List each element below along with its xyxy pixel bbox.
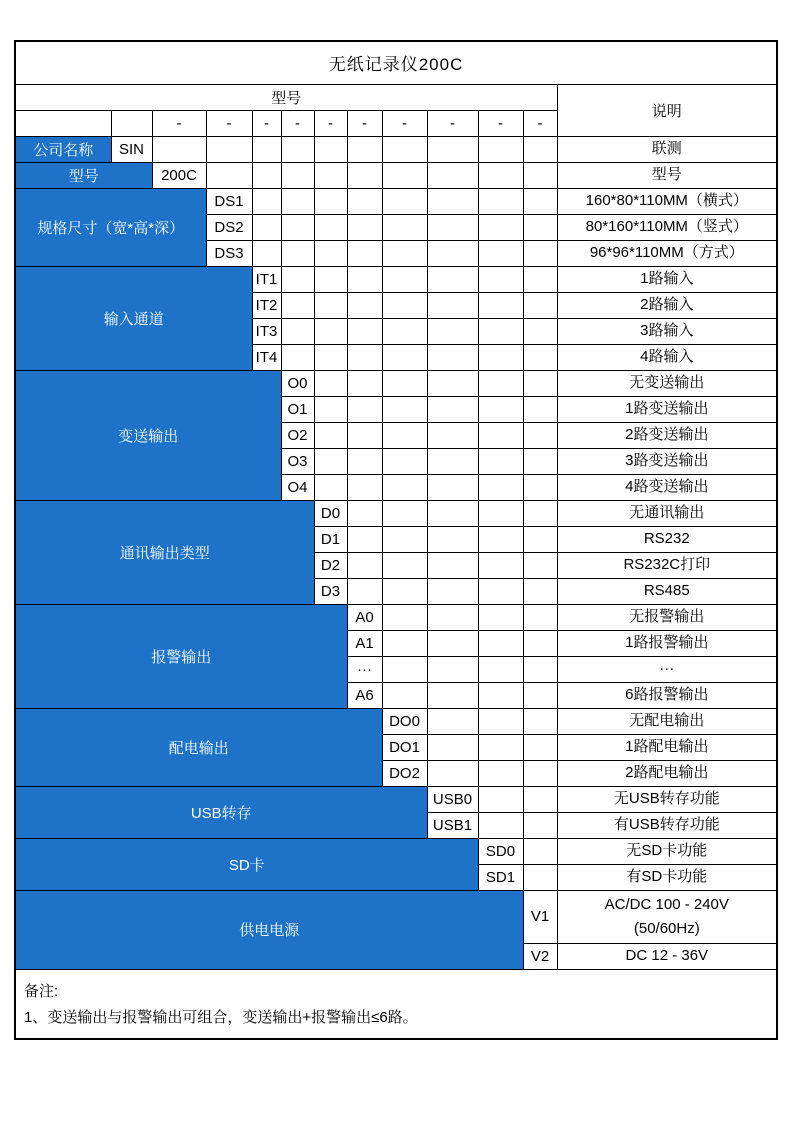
empty-cell (314, 162, 347, 188)
code-cell: USB1 (427, 812, 478, 838)
description-cell (557, 188, 777, 214)
empty-cell (427, 500, 478, 526)
empty-cell (427, 630, 478, 656)
empty-cell (427, 292, 478, 318)
empty-cell (478, 734, 523, 760)
empty-cell (347, 136, 382, 162)
empty-cell (523, 474, 557, 500)
separator-cell: - (206, 110, 252, 136)
empty-cell (478, 708, 523, 734)
empty-cell (314, 292, 347, 318)
note-cell (15, 969, 777, 1039)
code-cell: D1 (314, 526, 347, 552)
empty-cell (523, 526, 557, 552)
empty-cell (427, 734, 478, 760)
code-cell: SD0 (478, 838, 523, 864)
empty-cell (427, 604, 478, 630)
description-cell (557, 136, 777, 162)
description-header: 说明 (557, 84, 777, 136)
empty-cell (427, 760, 478, 786)
empty-cell (523, 708, 557, 734)
description-cell (557, 682, 777, 708)
description-text: DC 12 - 36V (625, 947, 709, 964)
code-cell: D2 (314, 552, 347, 578)
description-cell (557, 448, 777, 474)
section-label-cell: 配电输出 (15, 708, 382, 786)
empty-cell (478, 396, 523, 422)
empty-cell (347, 344, 382, 370)
empty-cell (382, 448, 427, 474)
empty-cell (427, 344, 478, 370)
spec-table-body (15, 41, 777, 1039)
empty-cell (252, 214, 281, 240)
empty-cell (314, 318, 347, 344)
separator-cell: - (252, 110, 281, 136)
description-cell (557, 162, 777, 188)
empty-cell (111, 110, 152, 136)
description-cell (557, 864, 777, 890)
empty-cell (427, 422, 478, 448)
empty-cell (281, 292, 314, 318)
empty-cell (382, 214, 427, 240)
empty-cell (427, 188, 478, 214)
empty-cell (382, 240, 427, 266)
empty-cell (478, 214, 523, 240)
code-cell: IT3 (252, 318, 281, 344)
description-text: 型号 (651, 166, 682, 183)
code-cell: SD1 (478, 864, 523, 890)
code-cell: V2 (523, 943, 557, 969)
code-cell: ··· (347, 656, 382, 682)
description-cell (557, 656, 777, 682)
section-label-cell: 变送输出 (15, 370, 281, 500)
empty-cell (478, 370, 523, 396)
empty-cell (382, 578, 427, 604)
empty-cell (347, 292, 382, 318)
empty-cell (427, 266, 478, 292)
empty-cell (252, 136, 281, 162)
empty-cell (523, 318, 557, 344)
code-cell: DO2 (382, 760, 427, 786)
empty-cell (347, 240, 382, 266)
description-cell (557, 292, 777, 318)
code-cell: DS1 (206, 188, 252, 214)
empty-cell (314, 214, 347, 240)
empty-cell (281, 240, 314, 266)
section-label-cell: 规格尺寸（宽*高*深） (15, 188, 206, 266)
empty-cell (478, 240, 523, 266)
description-cell (557, 500, 777, 526)
empty-cell (281, 136, 314, 162)
empty-cell (347, 370, 382, 396)
code-cell: DS3 (206, 240, 252, 266)
description-text: RS232C打印 (623, 556, 711, 573)
code-cell: A0 (347, 604, 382, 630)
empty-cell (427, 448, 478, 474)
description-cell (557, 760, 777, 786)
description-cell (557, 708, 777, 734)
code-cell: O3 (281, 448, 314, 474)
code-cell: USB0 (427, 786, 478, 812)
code-cell: IT1 (252, 266, 281, 292)
empty-cell (281, 162, 314, 188)
empty-cell (427, 656, 478, 682)
description-text: 联测 (651, 140, 682, 157)
empty-cell (252, 162, 281, 188)
empty-cell (347, 500, 382, 526)
empty-cell (478, 292, 523, 318)
empty-cell (382, 370, 427, 396)
description-text: 有SD卡功能 (626, 868, 708, 885)
empty-cell (382, 266, 427, 292)
empty-cell (478, 162, 523, 188)
empty-cell (347, 526, 382, 552)
separator-cell: - (347, 110, 382, 136)
description-text: ··· (659, 660, 675, 677)
empty-cell (314, 422, 347, 448)
description-text: RS232 (643, 530, 690, 547)
empty-cell (523, 552, 557, 578)
description-cell (557, 604, 777, 630)
description-cell (557, 370, 777, 396)
description-text: 3路输入 (640, 322, 694, 339)
empty-cell (382, 682, 427, 708)
code-cell: A1 (347, 630, 382, 656)
empty-cell (347, 318, 382, 344)
empty-cell (478, 344, 523, 370)
description-cell (557, 422, 777, 448)
empty-cell (523, 682, 557, 708)
empty-cell (427, 708, 478, 734)
section-label-cell: USB转存 (15, 786, 427, 838)
empty-cell (152, 136, 206, 162)
code-cell: DS2 (206, 214, 252, 240)
empty-cell (523, 630, 557, 656)
empty-cell (478, 578, 523, 604)
empty-cell (382, 604, 427, 630)
code-cell: A6 (347, 682, 382, 708)
separator-cell: - (478, 110, 523, 136)
description-text: 1路配电输出 (625, 738, 709, 755)
empty-cell (427, 318, 478, 344)
empty-cell (314, 188, 347, 214)
section-label-cell: 供电电源 (15, 890, 523, 969)
empty-cell (523, 396, 557, 422)
code-cell: O2 (281, 422, 314, 448)
empty-cell (523, 240, 557, 266)
description-text: 无变送输出 (629, 374, 705, 391)
empty-cell (427, 240, 478, 266)
empty-cell (523, 734, 557, 760)
empty-cell (523, 292, 557, 318)
empty-cell (478, 422, 523, 448)
description-cell (557, 474, 777, 500)
table-title: 无纸记录仪200C (15, 41, 777, 84)
empty-cell (478, 786, 523, 812)
empty-cell (478, 448, 523, 474)
description-text: 1路报警输出 (625, 634, 709, 651)
empty-cell (478, 136, 523, 162)
empty-cell (427, 682, 478, 708)
description-cell (557, 812, 777, 838)
empty-cell (281, 214, 314, 240)
empty-cell (281, 188, 314, 214)
empty-cell (523, 656, 557, 682)
empty-cell (314, 396, 347, 422)
empty-cell (382, 474, 427, 500)
empty-cell (523, 162, 557, 188)
empty-cell (523, 578, 557, 604)
empty-cell (478, 552, 523, 578)
description-cell (557, 526, 777, 552)
empty-cell (382, 188, 427, 214)
separator-cell: - (382, 110, 427, 136)
empty-cell (427, 396, 478, 422)
empty-cell (347, 214, 382, 240)
empty-cell (523, 812, 557, 838)
separator-cell: - (523, 110, 557, 136)
description-cell (557, 630, 777, 656)
description-cell (557, 266, 777, 292)
description-text: 无USB转存功能 (613, 790, 720, 807)
model-header: 型号 (15, 84, 557, 110)
description-text: 无SD卡功能 (626, 842, 708, 859)
empty-cell (347, 188, 382, 214)
code-cell: V1 (523, 890, 557, 943)
empty-cell (478, 812, 523, 838)
empty-cell (314, 474, 347, 500)
section-label-cell: 型号 (15, 162, 152, 188)
empty-cell (523, 370, 557, 396)
empty-cell (523, 760, 557, 786)
note-line: 1、变送输出与报警输出可组合，变送输出+报警输出≤6路。 (24, 1009, 418, 1027)
separator-cell: - (427, 110, 478, 136)
empty-cell (478, 318, 523, 344)
description-text: AC/DC 100 - 240V (604, 895, 729, 913)
spec-table (14, 40, 778, 1040)
empty-cell (314, 240, 347, 266)
empty-cell (382, 292, 427, 318)
description-text: 80*160*110MM（竖式） (585, 218, 748, 235)
empty-cell (382, 162, 427, 188)
empty-cell (427, 162, 478, 188)
empty-cell (523, 838, 557, 864)
section-label-cell: 报警输出 (15, 604, 347, 708)
description-text: 96*96*110MM（方式） (589, 244, 744, 261)
code-cell: O0 (281, 370, 314, 396)
section-label-cell: 通讯输出类型 (15, 500, 314, 604)
empty-cell (347, 162, 382, 188)
description-text: 有USB转存功能 (613, 816, 720, 833)
code-cell: D0 (314, 500, 347, 526)
code-cell: IT4 (252, 344, 281, 370)
description-text: 无配电输出 (629, 712, 705, 729)
empty-cell (347, 552, 382, 578)
empty-cell (314, 448, 347, 474)
description-text: 2路变送输出 (625, 426, 709, 443)
description-text: 1路变送输出 (625, 400, 709, 417)
empty-cell (382, 422, 427, 448)
empty-cell (382, 136, 427, 162)
description-cell (557, 396, 777, 422)
empty-cell (478, 266, 523, 292)
description-cell (557, 578, 777, 604)
empty-cell (314, 266, 347, 292)
empty-cell (478, 682, 523, 708)
description-cell (557, 318, 777, 344)
separator-cell: - (281, 110, 314, 136)
empty-cell (523, 266, 557, 292)
empty-cell (347, 396, 382, 422)
empty-cell (382, 552, 427, 578)
empty-cell (478, 500, 523, 526)
code-cell: 200C (152, 162, 206, 188)
code-cell: O4 (281, 474, 314, 500)
empty-cell (523, 188, 557, 214)
empty-cell (523, 864, 557, 890)
section-label-cell: 公司名称 (15, 136, 111, 162)
empty-cell (523, 786, 557, 812)
description-cell (557, 240, 777, 266)
description-text: 160*80*110MM（横式） (585, 192, 748, 209)
empty-cell (478, 604, 523, 630)
empty-cell (427, 136, 478, 162)
description-cell (557, 734, 777, 760)
description-text: 2路配电输出 (625, 764, 709, 781)
empty-cell (206, 136, 252, 162)
code-cell: DO0 (382, 708, 427, 734)
empty-cell (478, 188, 523, 214)
empty-cell (427, 474, 478, 500)
empty-cell (314, 344, 347, 370)
description-cell (557, 552, 777, 578)
empty-cell (523, 344, 557, 370)
description-text: 6路报警输出 (625, 686, 709, 703)
empty-cell (478, 760, 523, 786)
description-text: 4路输入 (640, 348, 694, 365)
empty-cell (478, 656, 523, 682)
empty-cell (347, 474, 382, 500)
description-cell (557, 890, 777, 943)
description-text: 3路变送输出 (625, 452, 709, 469)
empty-cell (427, 552, 478, 578)
description-cell (557, 943, 777, 969)
empty-cell (427, 370, 478, 396)
empty-cell (347, 422, 382, 448)
description-text: 无通讯输出 (629, 504, 705, 521)
description-cell (557, 786, 777, 812)
separator-cell: - (314, 110, 347, 136)
empty-cell (523, 500, 557, 526)
description-cell (557, 838, 777, 864)
description-text: 无报警输出 (629, 608, 705, 625)
empty-cell (523, 214, 557, 240)
empty-cell (252, 188, 281, 214)
empty-cell (281, 318, 314, 344)
description-text: RS485 (643, 582, 690, 599)
empty-cell (314, 136, 347, 162)
empty-cell (382, 344, 427, 370)
empty-cell (382, 396, 427, 422)
code-cell: D3 (314, 578, 347, 604)
empty-cell (382, 630, 427, 656)
empty-cell (427, 578, 478, 604)
empty-cell (523, 136, 557, 162)
code-cell: IT2 (252, 292, 281, 318)
empty-cell (206, 162, 252, 188)
empty-cell (314, 370, 347, 396)
description-cell (557, 214, 777, 240)
section-label-cell: SD卡 (15, 838, 478, 890)
empty-cell (427, 526, 478, 552)
empty-cell (252, 240, 281, 266)
empty-cell (523, 422, 557, 448)
description-text: 4路变送输出 (625, 478, 709, 495)
empty-cell (347, 266, 382, 292)
code-cell: DO1 (382, 734, 427, 760)
empty-cell (382, 656, 427, 682)
separator-cell: - (152, 110, 206, 136)
empty-cell (427, 214, 478, 240)
empty-cell (347, 578, 382, 604)
code-cell: SIN (111, 136, 152, 162)
empty-cell (15, 110, 111, 136)
empty-cell (478, 474, 523, 500)
empty-cell (281, 266, 314, 292)
empty-cell (478, 526, 523, 552)
empty-cell (347, 448, 382, 474)
description-text-line2: (50/60Hz) (633, 919, 700, 937)
empty-cell (382, 500, 427, 526)
empty-cell (523, 604, 557, 630)
empty-cell (523, 448, 557, 474)
code-cell: O1 (281, 396, 314, 422)
description-cell (557, 344, 777, 370)
description-text: 1路输入 (640, 270, 694, 287)
empty-cell (281, 344, 314, 370)
section-label-cell: 输入通道 (15, 266, 252, 370)
empty-cell (478, 630, 523, 656)
empty-cell (382, 318, 427, 344)
empty-cell (382, 526, 427, 552)
description-text: 2路输入 (640, 296, 694, 313)
note-title: 备注: (24, 983, 59, 1001)
